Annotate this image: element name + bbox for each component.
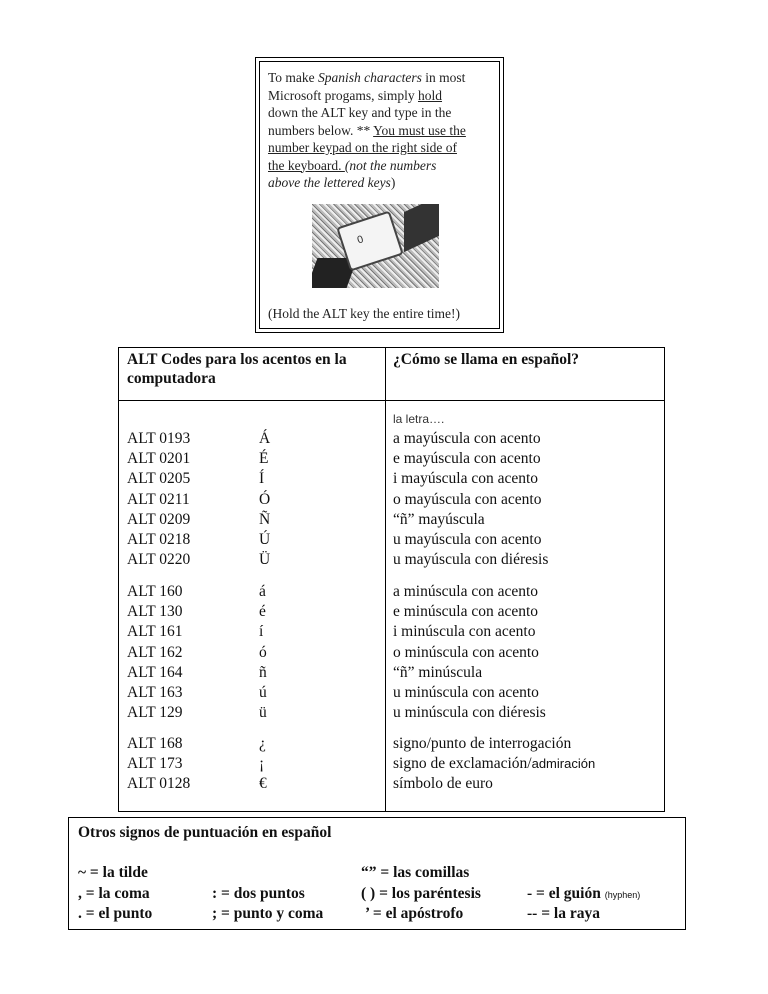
punct-comillas: “” = las comillas bbox=[361, 864, 470, 881]
table-header-divider bbox=[119, 400, 664, 401]
punct-punto: . = el punto bbox=[78, 905, 153, 922]
alt-code: ALT 129 bbox=[127, 704, 183, 722]
punct-guion-text: - = el guión bbox=[527, 885, 601, 902]
alt-code: ALT 0209 bbox=[127, 510, 191, 528]
character-name bbox=[393, 470, 538, 488]
character-name bbox=[393, 684, 539, 702]
instr-line6-underline: the keyboard. bbox=[268, 157, 345, 173]
accented-character: ¡ bbox=[259, 755, 265, 773]
accented-character: Ú bbox=[259, 531, 271, 548]
character-name-text: o mayúscula con acento bbox=[393, 490, 542, 508]
character-name-text: i mayúscula con acento bbox=[393, 470, 539, 488]
accented-character: ú bbox=[259, 684, 267, 701]
punct-dos-puntos: : = dos puntos bbox=[212, 885, 305, 902]
alt-code: ALT 0211 bbox=[127, 490, 190, 508]
accented-character: É bbox=[259, 450, 269, 468]
alt-code: ALT 0128 bbox=[127, 775, 191, 793]
accented-character: á bbox=[259, 583, 266, 600]
alt-code-row bbox=[119, 531, 664, 551]
photo-shadow-2 bbox=[404, 204, 439, 252]
accented-character: ó bbox=[259, 643, 267, 661]
alt-code-row bbox=[119, 511, 664, 531]
instr-line7-italic: above the lettered keys bbox=[268, 175, 391, 190]
instr-line4-pre: numbers below. ** bbox=[268, 122, 374, 138]
letra-label: la letra…. bbox=[393, 412, 445, 426]
accented-character: Ó bbox=[259, 490, 271, 508]
alt-code: ALT 162 bbox=[127, 643, 183, 661]
keyboard-key-photo bbox=[312, 204, 439, 288]
character-name-text: “ñ” mayúscula bbox=[393, 510, 485, 528]
alt-code-row bbox=[119, 450, 664, 470]
alt-code-row bbox=[119, 430, 664, 450]
character-name-text: u mayúscula con acento bbox=[393, 531, 542, 548]
table-header-codes: ALT Codes para los acentos en la computadora bbox=[127, 351, 347, 387]
punct-apostrofo: ’ = el apóstrofo bbox=[365, 905, 464, 922]
accented-character: ü bbox=[259, 704, 267, 722]
alt-code: ALT 0201 bbox=[127, 450, 191, 468]
character-name bbox=[393, 511, 485, 529]
punct-raya: -- = la raya bbox=[527, 905, 600, 922]
alt-code-row bbox=[119, 603, 664, 623]
character-name bbox=[393, 735, 571, 753]
punct-guion-note: (hyphen) bbox=[604, 890, 641, 900]
character-name bbox=[393, 551, 548, 569]
character-name-text: u mayúscula con diéresis bbox=[393, 551, 549, 569]
character-name-text: signo de exclamación/ bbox=[393, 755, 532, 773]
instr-line1-italic: Spanish characters bbox=[318, 70, 422, 85]
alt-code-row bbox=[119, 664, 664, 684]
alt-code-row bbox=[119, 684, 664, 704]
punctuation-title: Otros signos de puntuación en español bbox=[78, 824, 332, 841]
character-name bbox=[393, 491, 541, 509]
table-header-names: ¿Cómo se llama en español? bbox=[393, 351, 579, 368]
punct-tilde: ~ = la tilde bbox=[78, 864, 148, 881]
accented-character: í bbox=[259, 623, 264, 641]
alt-code: ALT 0205 bbox=[127, 470, 191, 488]
instr-line5-underline: number keypad on the right side of bbox=[268, 140, 457, 155]
instr-line6-italic: (not the numbers bbox=[344, 157, 437, 173]
accented-character: é bbox=[259, 603, 266, 621]
character-name bbox=[393, 603, 538, 621]
character-name-text: a minúscula con acento bbox=[393, 583, 539, 600]
alt-code-row bbox=[119, 491, 664, 511]
character-name bbox=[393, 583, 538, 601]
alt-code-row bbox=[119, 551, 664, 571]
instr-line2-pre: Microsoft progams, simply bbox=[268, 87, 418, 103]
alt-code: ALT 173 bbox=[127, 755, 183, 773]
punct-parentesis: ( ) = los paréntesis bbox=[361, 885, 481, 902]
instr-line2-underline: hold bbox=[418, 87, 443, 103]
character-name bbox=[393, 531, 541, 549]
instr-line7-post: ) bbox=[390, 175, 396, 190]
alt-code: ALT 163 bbox=[127, 684, 183, 701]
character-name-text: o minúscula con acento bbox=[393, 643, 539, 661]
accented-character: Á bbox=[259, 430, 271, 447]
alt-code: ALT 0220 bbox=[127, 551, 191, 569]
instr-line4-underline: You must use the bbox=[373, 122, 466, 138]
alt-code-row bbox=[119, 755, 664, 775]
character-name bbox=[393, 450, 541, 468]
character-name-text: u minúscula con diéresis bbox=[393, 704, 546, 722]
character-name bbox=[393, 430, 541, 448]
character-name-text: signo/punto de interrogación bbox=[393, 735, 572, 752]
character-name bbox=[393, 623, 535, 641]
punct-coma: , = la coma bbox=[78, 885, 150, 902]
alt-code-row bbox=[119, 775, 664, 795]
punct-guion bbox=[527, 885, 640, 903]
alt-code: ALT 164 bbox=[127, 663, 183, 681]
accented-character: ¿ bbox=[259, 735, 266, 752]
alt-code-row bbox=[119, 704, 664, 724]
instr-line3: down the ALT key and type in the bbox=[268, 105, 452, 120]
punct-punto-y-coma: ; = punto y coma bbox=[212, 905, 324, 922]
accented-character: Ü bbox=[259, 551, 271, 569]
character-name-text: e mayúscula con acento bbox=[393, 450, 541, 468]
character-name-text: u minúscula con acento bbox=[393, 684, 539, 701]
alt-code: ALT 161 bbox=[127, 623, 183, 641]
character-name-small: admiración bbox=[531, 756, 596, 772]
character-name bbox=[393, 755, 595, 773]
alt-code: ALT 0218 bbox=[127, 531, 191, 548]
character-name bbox=[393, 644, 539, 662]
accented-character: Ñ bbox=[259, 510, 271, 528]
character-name-text: a mayúscula con acento bbox=[393, 430, 541, 447]
accented-character: ñ bbox=[259, 663, 267, 681]
instruction-text bbox=[268, 69, 498, 192]
instruction-box-inner bbox=[259, 61, 500, 329]
accented-character: € bbox=[259, 775, 267, 793]
instr-line1-pre: To make bbox=[268, 70, 319, 85]
alt-code: ALT 168 bbox=[127, 735, 183, 752]
alt-code-row bbox=[119, 470, 664, 490]
alt-code-row bbox=[119, 583, 664, 603]
instr-line1-post: in most bbox=[421, 70, 466, 85]
punctuation-box bbox=[68, 817, 686, 930]
alt-code-row bbox=[119, 644, 664, 664]
character-name bbox=[393, 664, 482, 682]
alt-code-row bbox=[119, 735, 664, 755]
character-name bbox=[393, 704, 546, 722]
instruction-box bbox=[255, 57, 504, 333]
accented-character: Í bbox=[259, 470, 265, 488]
alt-codes-table bbox=[118, 347, 665, 812]
alt-code: ALT 160 bbox=[127, 583, 183, 600]
character-name-text: símbolo de euro bbox=[393, 775, 493, 793]
character-name-text: e minúscula con acento bbox=[393, 603, 539, 621]
alt-code-row bbox=[119, 623, 664, 643]
hold-note: (Hold the ALT key the entire time!) bbox=[268, 306, 460, 321]
keypad-key-label: 0 bbox=[355, 234, 366, 247]
character-name-text: “ñ” minúscula bbox=[393, 663, 483, 681]
alt-code: ALT 0193 bbox=[127, 430, 191, 447]
character-name-text: i minúscula con acento bbox=[393, 623, 536, 641]
alt-code: ALT 130 bbox=[127, 603, 183, 621]
character-name bbox=[393, 775, 493, 793]
